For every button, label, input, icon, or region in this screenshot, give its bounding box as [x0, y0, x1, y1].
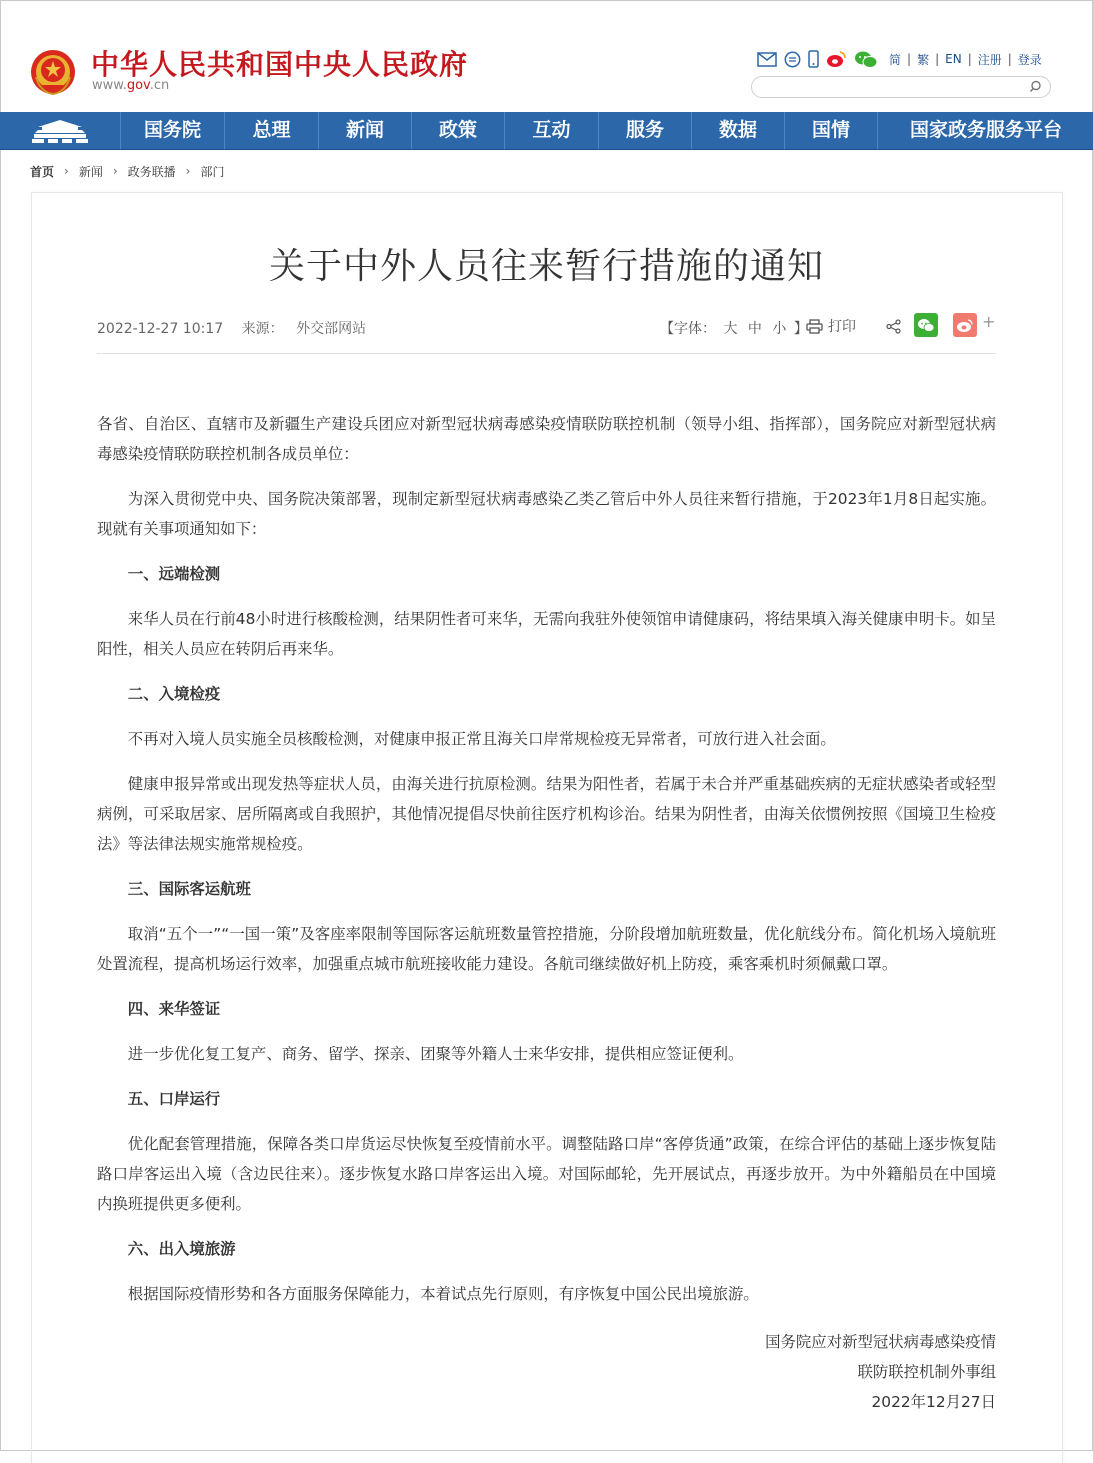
lang-english-link[interactable]: EN [945, 52, 962, 66]
url-gov: gov [126, 78, 150, 93]
message-icon[interactable] [784, 51, 801, 68]
url-prefix: www. [92, 78, 127, 93]
url-suffix: .cn [149, 78, 170, 93]
paragraph: 优化配套管理措施，保障各类口岸货运尽快恢复至疫情前水平。调整陆路口岸“客停货通”政策，在综合评估的基础上逐步恢复陆路口岸客运出入境（含边民往来）。逐步恢复水路口岸客运出入境。对国际邮轮，先开展试点，再逐步放开。为中外籍船员在中国境内换班提供更多便利。 [97, 1135, 996, 1213]
print-icon [806, 319, 823, 334]
mail-icon[interactable] [757, 52, 777, 67]
article-title: 关于中外人员往来暂行措施的通知 [268, 246, 824, 287]
paragraph: 根据国际疫情形势和各方面服务保障能力，本着试点先行原则，有序恢复中国公民出境旅游。 [127, 1285, 759, 1303]
wechat-icon[interactable] [854, 50, 878, 69]
site-name[interactable]: 中华人民共和国中央人民政府 [91, 48, 469, 81]
chevron-right-icon: › [112, 164, 118, 178]
nav-item-fuwu[interactable]: 服务 [598, 112, 691, 149]
search-box [751, 76, 1051, 98]
site-url[interactable] [92, 78, 169, 93]
nav-item-xinwen[interactable]: 新闻 [318, 112, 411, 149]
source-name[interactable]: 外交部网站 [296, 321, 367, 337]
national-emblem-icon[interactable] [30, 47, 76, 97]
section-heading: 三、国际客运航班 [127, 880, 251, 898]
chevron-right-icon: › [185, 164, 191, 178]
header-tools [757, 48, 1046, 70]
signature-line: 2022年12月27日 [871, 1393, 996, 1411]
share-icon[interactable] [886, 319, 901, 334]
section-heading: 一、远端检测 [127, 565, 221, 583]
separator: | [967, 52, 972, 66]
signature-line: 国务院应对新型冠状病毒感染疫情 [765, 1333, 996, 1351]
font-label-close: 】 [793, 321, 808, 337]
breadcrumb-gov-broadcast[interactable]: 政务联播 [127, 164, 176, 179]
font-small-button[interactable]: 小 [772, 321, 787, 337]
breadcrumb-home[interactable]: 首页 [30, 164, 55, 179]
nav-item-guoqing[interactable]: 国情 [784, 112, 877, 149]
font-size-control [660, 318, 808, 338]
lang-simplified-link[interactable]: 简 [889, 52, 902, 67]
nav-item-shuju[interactable]: 数据 [691, 112, 784, 149]
weibo-icon [956, 318, 974, 333]
chevron-right-icon: › [64, 164, 69, 178]
paragraph: 来华人员在行前48小时进行核酸检测，结果阴性者可来华，无需向我驻外使领馆申请健康码，将结果填入海关健康申明卡。如呈阳性，相关人员应在转阴后再来华。 [97, 610, 996, 658]
paragraph: 各省、自治区、直辖市及新疆生产建设兵团应对新型冠状病毒感染疫情联防联控机制（领导小组、指挥部），国务院应对新型冠状病毒感染疫情联防联控机制各成员单位： [97, 415, 996, 463]
print-button[interactable] [806, 316, 856, 336]
font-large-button[interactable]: 大 [723, 321, 738, 337]
nav-item-service-platform[interactable]: 国家政务服务平台 [877, 112, 1093, 149]
nav-item-guowuyuan[interactable]: 国务院 [120, 112, 224, 149]
login-link[interactable]: 登录 [1017, 52, 1042, 67]
lang-traditional-link[interactable]: 繁 [917, 52, 930, 67]
font-label-open: 【字体： [660, 321, 716, 337]
source-label: 来源： [241, 321, 284, 337]
search-input[interactable] [762, 78, 1036, 98]
nav-item-zhengce[interactable]: 政策 [411, 112, 504, 149]
breadcrumb [30, 162, 225, 180]
tiananmen-icon [30, 118, 90, 144]
paragraph: 健康申报异常或出现发热等症状人员，由海关进行抗原检测。结果为阳性者，若属于未合并严重基础疾病的无症状感染者或轻型病例，可采取居家、居所隔离或自我照护，其他情况提倡尽快前往医疗机构诊治。结果为阴性者，由海关依惯例按照《国境卫生检疫法》等法律法规实施常规检疫。 [97, 775, 996, 853]
nav-item-hudong[interactable]: 互动 [504, 112, 598, 149]
paragraph: 不再对入境人员实施全员核酸检测，对健康申报正常且海关口岸常规检疫无异常者，可放行进入社会面。 [127, 730, 836, 748]
share-weibo-button[interactable] [953, 313, 977, 337]
paragraph: 取消“五个一”“一国一策”及客座率限制等国际客运航班数量管控措施，分阶段增加航班数量，优化航线分布。简化机场入境航班处置流程，提高机场运行效率，加强重点城市航班接收能力建设。各航司继续做好机上防疫，乘客乘机时须佩戴口罩。 [97, 925, 996, 973]
site-header [0, 0, 1093, 112]
separator: | [907, 52, 912, 66]
meta-divider [97, 353, 996, 354]
weibo-icon[interactable] [826, 50, 847, 68]
article-meta [97, 318, 366, 338]
nav-item-zongli[interactable]: 总理 [224, 112, 318, 149]
separator: | [935, 52, 940, 66]
section-heading: 五、口岸运行 [127, 1090, 221, 1108]
publish-date: 2022-12-27 10:17 [97, 321, 224, 337]
signature-line: 联防联控机制外事组 [857, 1363, 996, 1381]
register-link[interactable]: 注册 [977, 52, 1002, 67]
print-label: 打印 [828, 319, 856, 335]
search-icon[interactable] [1029, 80, 1042, 93]
nav-home[interactable] [0, 112, 120, 149]
separator: | [1007, 52, 1012, 66]
breadcrumb-departments[interactable]: 部门 [200, 164, 225, 179]
article-body [97, 409, 996, 1324]
main-nav [0, 112, 1093, 150]
share-wechat-button[interactable] [914, 313, 938, 337]
font-medium-button[interactable]: 中 [747, 321, 762, 337]
section-heading: 六、出入境旅游 [127, 1240, 236, 1258]
paragraph: 进一步优化复工复产、商务、留学、探亲、团聚等外籍人士来华安排，提供相应签证便利。 [127, 1045, 744, 1063]
paragraph: 为深入贯彻党中央、国务院决策部署，现制定新型冠状病毒感染乙类乙管后中外人员往来暂行措施，于2023年1月8日起实施。现就有关事项通知如下： [97, 490, 996, 538]
section-heading: 二、入境检疫 [127, 685, 221, 703]
mobile-icon[interactable] [808, 50, 819, 68]
section-heading: 四、来华签证 [127, 1000, 221, 1018]
article-signature [765, 1327, 996, 1417]
wechat-icon [917, 318, 935, 333]
breadcrumb-news[interactable]: 新闻 [78, 164, 103, 179]
more-share-button[interactable]: + [982, 312, 996, 331]
